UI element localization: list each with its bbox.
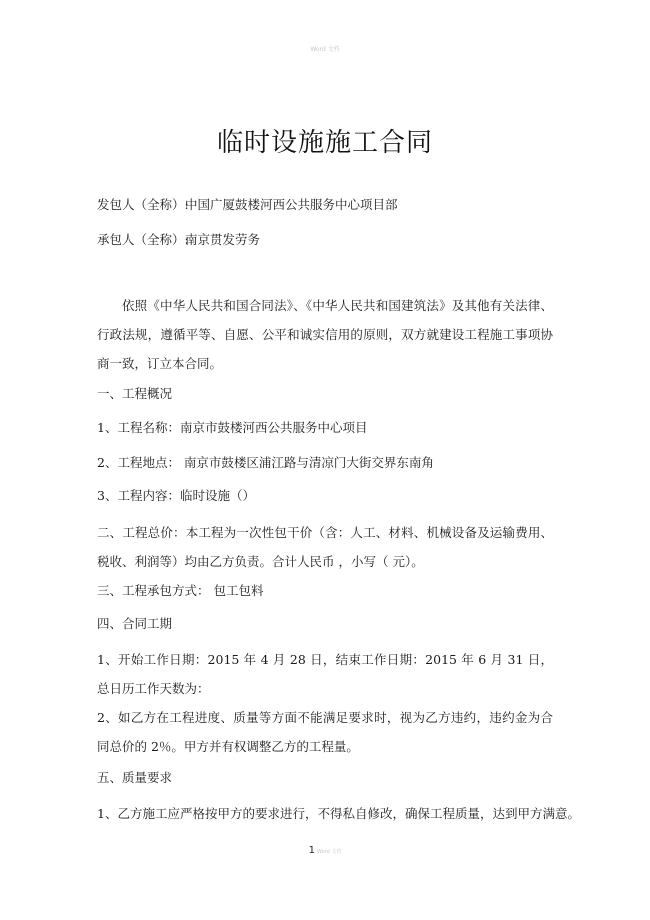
contractor-label: 承包人（全称）: — [97, 232, 189, 247]
footer-watermark: Word 文档 — [316, 849, 342, 855]
section-1-item-2: 2、工程地点： 南京市鼓楼区浦江路与清凉门大街交界东南角 — [97, 455, 434, 470]
section-4-item-1: 1、开始工作日期：2015 年 4 月 28 日，结束工作日期：2015 年 6 月 31 日，总日历工作天数为： — [97, 652, 553, 696]
contractor-value: 南京贯发劳务 — [185, 232, 261, 247]
document-title: 临时设施施工合同 — [216, 128, 433, 158]
section-4-item-2: 2、如乙方在工程进度、质量等方面不能满足要求时，视为乙方违约，违约金为合同总价的 2％。甲方并有权调整乙方的工程量。 — [97, 710, 553, 754]
section-4-heading: 四、合同工期 — [97, 616, 173, 631]
contractor-line — [97, 225, 557, 254]
section-1-item-3: 3、工程内容：临时设施（） — [97, 488, 255, 503]
section-1-item-1: 1、工程名称：南京市鼓楼河西公共服务中心项目 — [97, 420, 368, 435]
section-5-heading: 五、质量要求 — [97, 770, 173, 785]
section-1-heading: 一、工程概况 — [97, 386, 173, 401]
section-5-item-1: 1、乙方施工应严格按甲方的要求进行，不得私自修改，确保工程质量，达到甲方满意。 — [97, 806, 580, 821]
page-number: 1 — [308, 845, 315, 856]
page-footer — [0, 845, 650, 856]
section-3-heading: 三、工程承包方式： 包工包料 — [97, 583, 264, 598]
employer-label: 发包人（全称）: — [97, 197, 189, 212]
header-watermark: Word 文档 — [310, 46, 340, 53]
preamble-paragraph: 依照《中华人民共和国合同法》、《中华人民共和国建筑法》及其他有关法律、行政法规，遵循平等、自愿、公平和诚实信用的原则，双方就建设工程施工事项协商一致，订立本合同。 — [97, 298, 553, 371]
section-2-price-paragraph: 二、工程总价：本工程为一次性包干价（含：人工、材料、机械设备及运输费用、税收、利润等）均由乙方负责。合计人民币 ，小写（ 元）。 — [97, 525, 553, 569]
employer-line — [97, 190, 557, 219]
employer-value: 中国广厦鼓楼河西公共服务中心项目部 — [185, 197, 398, 212]
